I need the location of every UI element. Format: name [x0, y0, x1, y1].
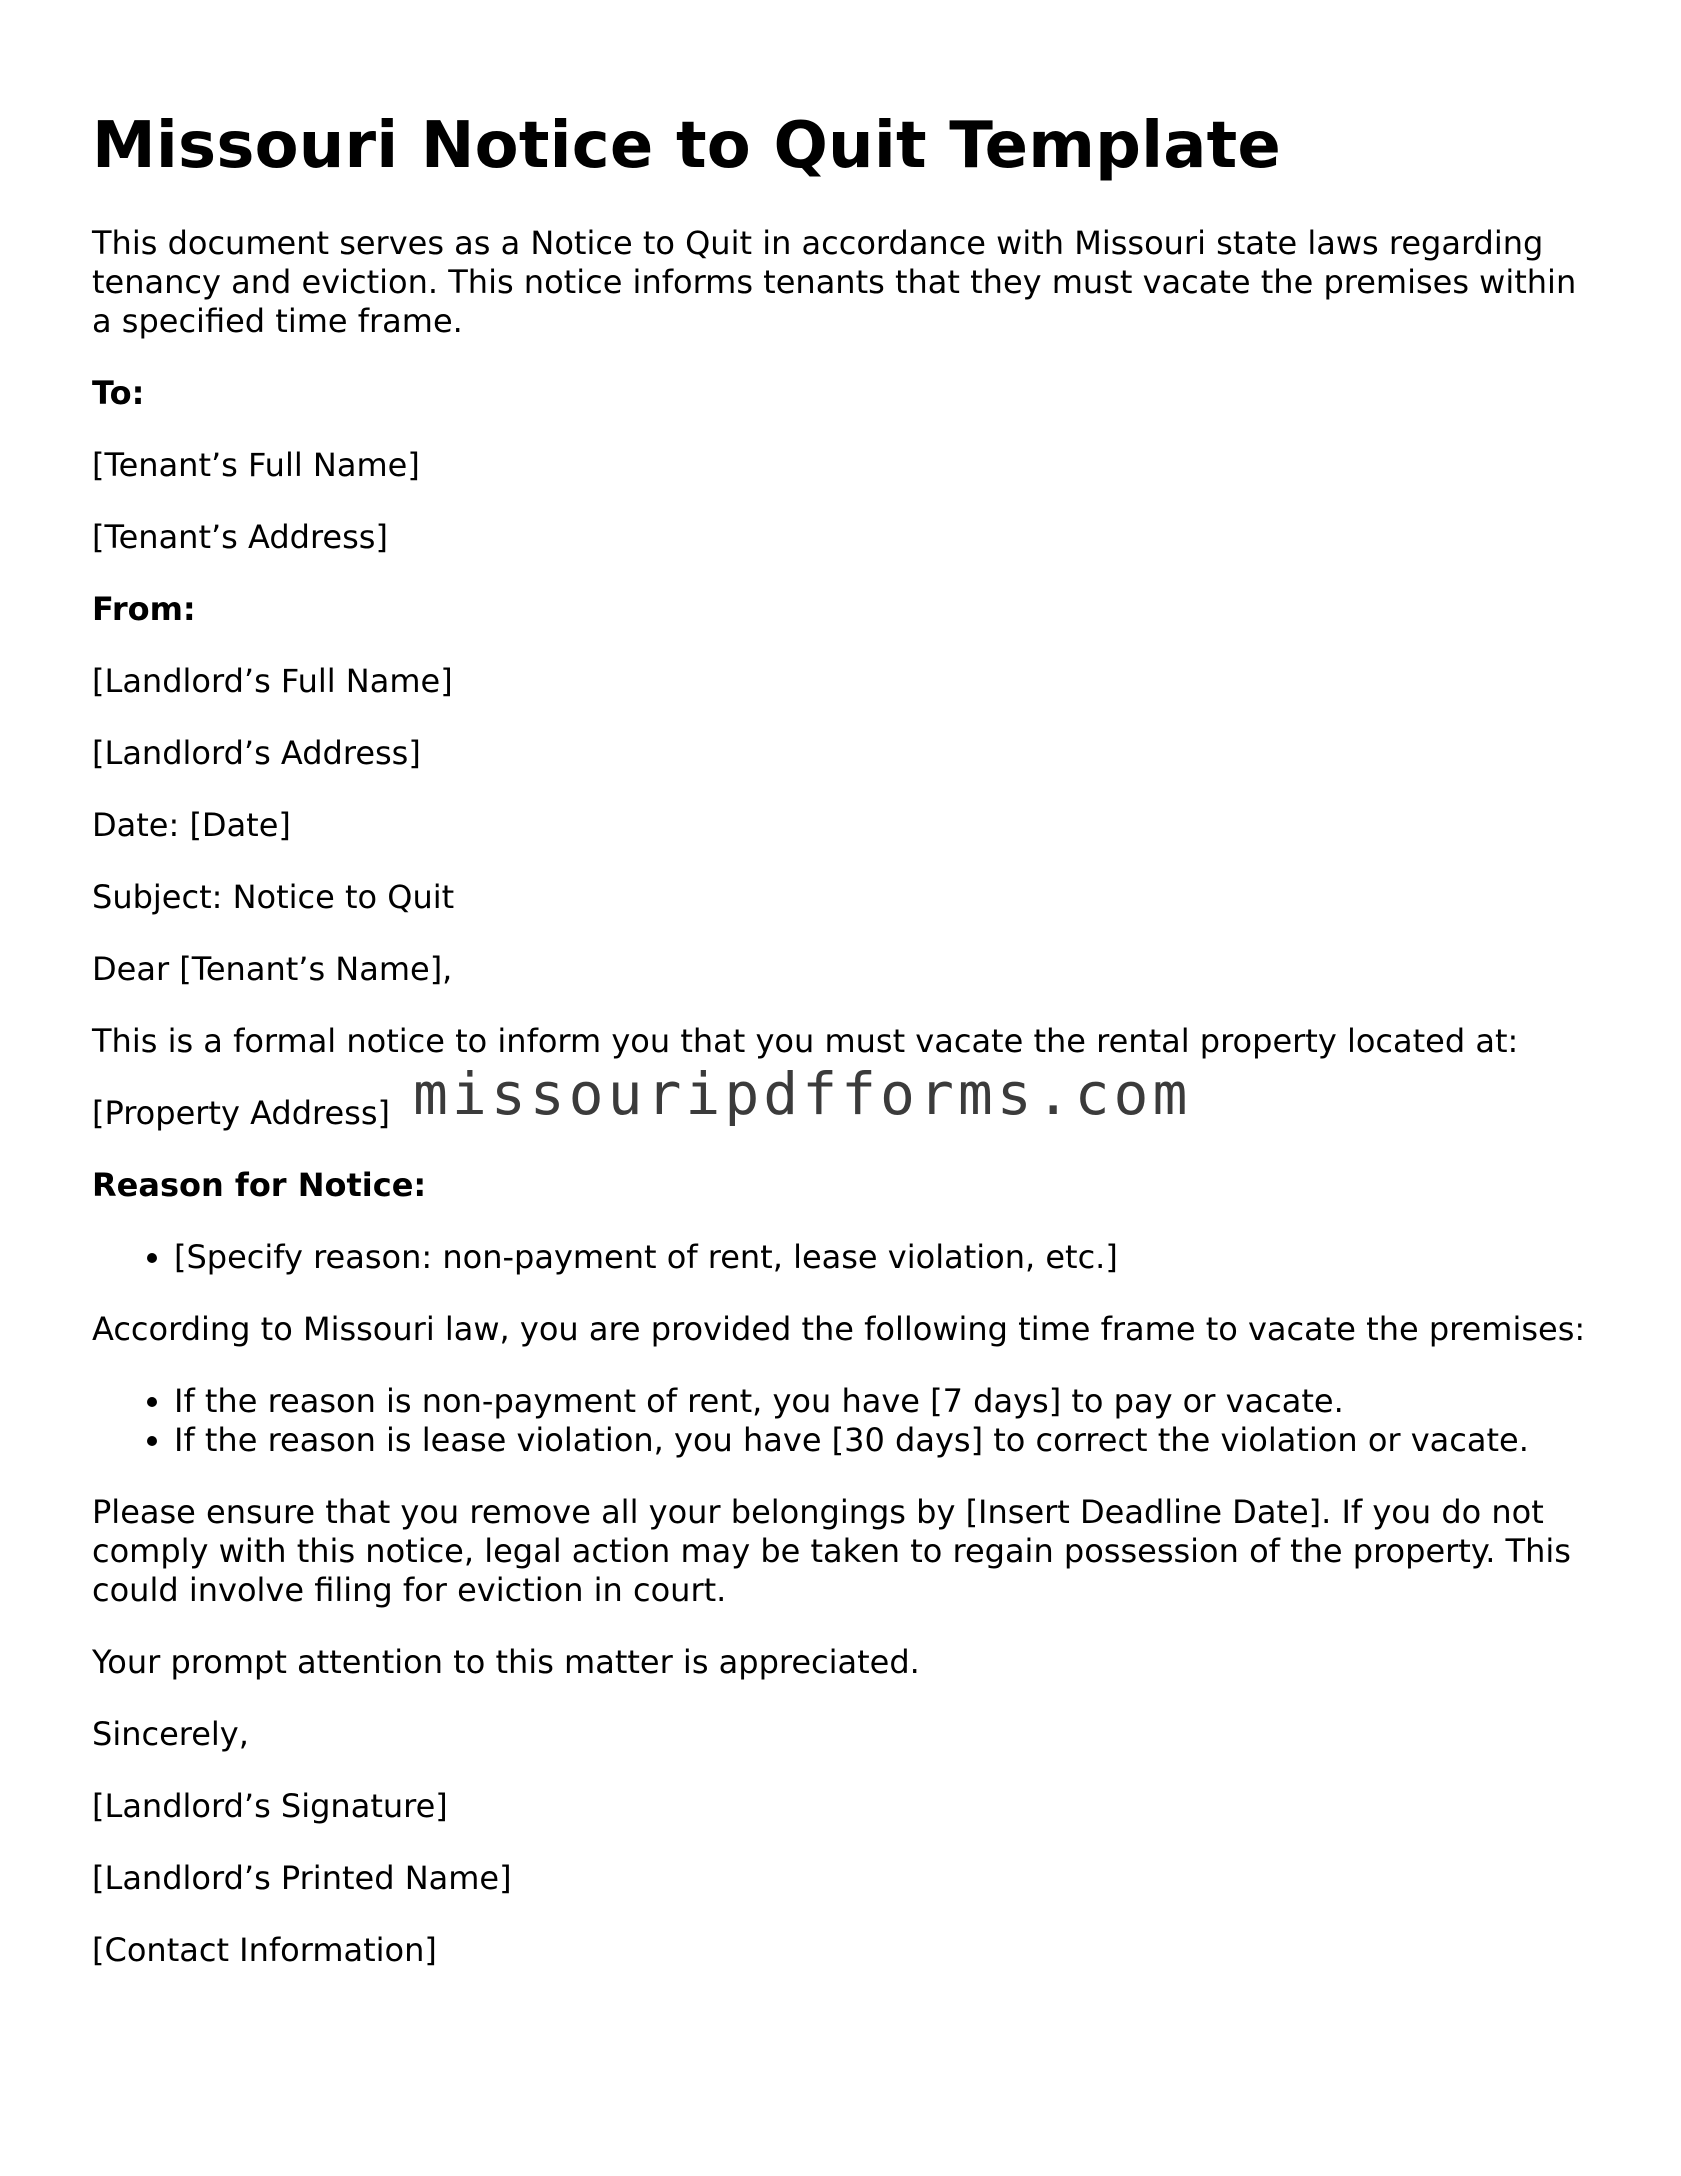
tenant-address: [Tenant’s Address] — [92, 517, 388, 556]
belongings-paragraph: Please ensure that you remove all your belongings by [Insert Deadline Date]. If you do not comply with this notice, legal action may be taken to regain possession of the property. This could involve filing for eviction in court. — [92, 1492, 1571, 1609]
notice-statement: This is a formal notice to inform you that you must vacate the rental property located at: — [92, 1021, 1519, 1060]
intro-paragraph: This document serves as a Notice to Quit in accordance with Missouri state laws regarding tenancy and eviction. This notice informs tenants that they must vacate the premises within a specified time frame. — [92, 223, 1577, 340]
contact-information: [Contact Information] — [92, 1930, 437, 1969]
landlord-address: [Landlord’s Address] — [92, 733, 421, 772]
watermark: missouripdfforms.com — [413, 1060, 1192, 1128]
attention-paragraph: Your prompt attention to this matter is appreciated. — [92, 1642, 920, 1681]
property-address: [Property Address] — [92, 1093, 390, 1132]
document-title: Missouri Notice to Quit Template — [92, 109, 1282, 183]
tenant-full-name: [Tenant’s Full Name] — [92, 445, 420, 484]
landlord-full-name: [Landlord’s Full Name] — [92, 661, 453, 700]
reason-item: • [Specify reason: non-payment of rent, lease violation, etc.] — [174, 1238, 1592, 1277]
from-label: From: — [92, 589, 196, 628]
timeframe-item-nonpayment: • If the reason is non-payment of rent, you have [7 days] to pay or vacate. — [174, 1382, 1592, 1421]
salutation: Dear [Tenant’s Name], — [92, 949, 453, 988]
timeframe-intro: According to Missouri law, you are provided the following time frame to vacate the premises: — [92, 1309, 1586, 1348]
closing: Sincerely, — [92, 1714, 249, 1753]
timeframe-item-lease-violation: • If the reason is lease violation, you have [30 days] to correct the violation or vacate. — [174, 1421, 1592, 1460]
reason-list — [92, 1238, 1592, 1277]
to-label: To: — [92, 373, 145, 412]
document-page — [92, 110, 1592, 2003]
landlord-printed-name: [Landlord’s Printed Name] — [92, 1858, 512, 1897]
reason-label: Reason for Notice: — [92, 1165, 427, 1204]
landlord-signature: [Landlord’s Signature] — [92, 1786, 448, 1825]
timeframe-list — [92, 1382, 1592, 1460]
date-line: Date: [Date] — [92, 805, 291, 844]
subject-line: Subject: Notice to Quit — [92, 877, 455, 916]
